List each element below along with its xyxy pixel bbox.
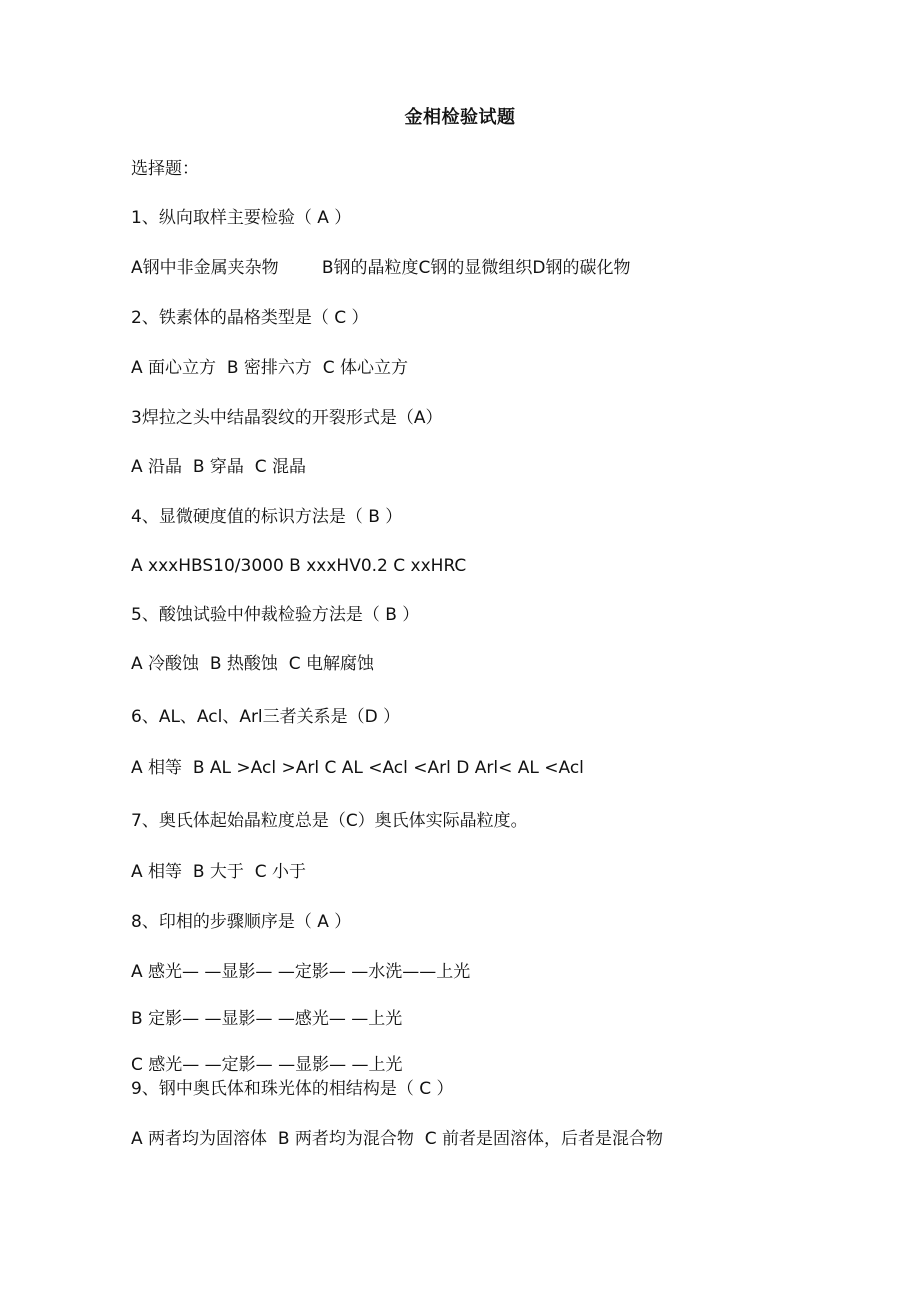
question-2-options: A 面心立方 B 密排六方 C 体心立方 [131, 358, 408, 378]
question-8-option-c: C 感光— —定影— —显影— —上光 [131, 1055, 403, 1075]
question-7: 7、奥氏体起始晶粒度总是（C）奥氏体实际晶粒度。 [131, 811, 528, 831]
question-4-options: A xxxHBS10/3000 B xxxHV0.2 C xxHRC [131, 556, 467, 576]
question-8: 8、印相的步骤顺序是（ A ） [131, 912, 352, 932]
document-title: 金相检验试题 [404, 107, 516, 128]
question-5-options: A 冷酸蚀 B 热酸蚀 C 电解腐蚀 [131, 654, 374, 674]
question-6-options: A 相等 B AL >Acl >Arl C AL <Acl <Arl D Arl< AL <Acl [131, 758, 584, 778]
question-8-option-a: A 感光— —显影— —定影— —水洗——上光 [131, 962, 471, 982]
question-1: 1、纵向取样主要检验（ A ） [131, 208, 352, 228]
question-9: 9、钢中奥氏体和珠光体的相结构是（ C ） [131, 1079, 454, 1099]
question-6: 6、AL、Acl、Arl三者关系是（D ） [131, 707, 401, 727]
question-4: 4、显微硬度值的标识方法是（ B ） [131, 507, 403, 527]
question-2: 2、铁素体的晶格类型是（ C ） [131, 308, 369, 328]
question-3-options: A 沿晶 B 穿晶 C 混晶 [131, 457, 306, 477]
question-3: 3焊拉之头中结晶裂纹的开裂形式是（A） [131, 408, 443, 428]
question-5: 5、酸蚀试验中仲裁检验方法是（ B ） [131, 605, 420, 625]
question-8-option-b: B 定影— —显影— —感光— —上光 [131, 1009, 403, 1029]
section-heading: 选择题： [131, 159, 199, 179]
question-9-options: A 两者均为固溶体 B 两者均为混合物 C 前者是固溶体，后者是混合物 [131, 1129, 663, 1149]
question-7-options: A 相等 B 大于 C 小于 [131, 862, 306, 882]
question-1-options: A钢中非金属夹杂物 B钢的晶粒度C钢的显微组织D钢的碳化物 [131, 258, 631, 278]
